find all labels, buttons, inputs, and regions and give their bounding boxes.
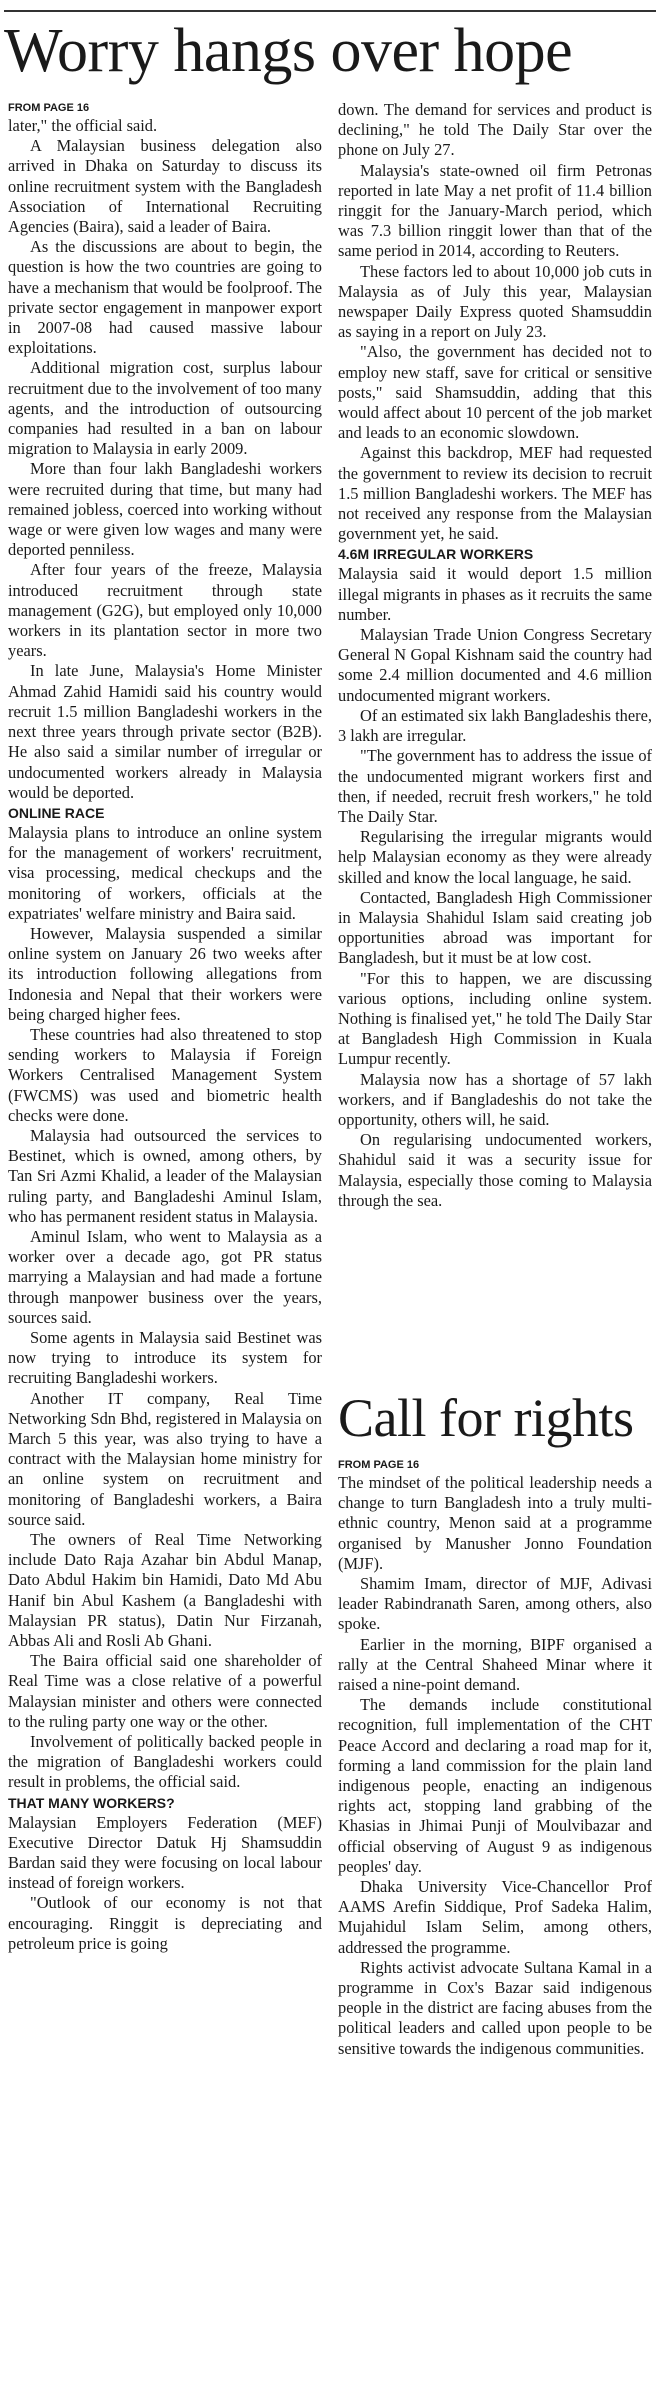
- left-column: [8, 100, 322, 1954]
- article-paragraph: The owners of Real Time Networking include Dato Raja Azahar bin Abdul Manap, Dato Abdul Hakim bin Hamidi, Dato Md Abu Hanif bin Abul Kashem (a Bangladeshi with Malaysian PR status), Datin Nur Firzanah, Abbas Ali and Rosli Ab Ghani.: [8, 1530, 322, 1651]
- article-paragraph: Earlier in the morning, BIPF organised a rally at the Central Shaheed Minar where it raised a nine-point demand.: [338, 1634, 652, 1695]
- article-paragraph: A Malaysian business delegation also arrived in Dhaka on Saturday to discuss its online recruitment system with the Bangladesh Association of International Recruiting Agencies (Baira), said a leader of Baira.: [8, 136, 322, 237]
- article-paragraph: "Outlook of our economy is not that encouraging. Ringgit is depreciating and petroleum price is going: [8, 1893, 322, 1953]
- article-paragraph: "Also, the government has decided not to employ new staff, save for critical or sensitive posts," said Shamsuddin, adding that this would affect about 10 percent of the job market and leads to an economic slowdown.: [338, 342, 652, 443]
- article-paragraph: Shamim Imam, director of MJF, Adivasi leader Rabindranath Saren, among others, also spoke.: [338, 1574, 652, 1634]
- article-paragraph: Malaysia now has a shortage of 57 lakh workers, and if Bangladeshis do not take the opportunity, others will, he said.: [338, 1069, 652, 1129]
- section-subhead: 4.6M IRREGULAR WORKERS: [338, 546, 534, 563]
- continuation-kicker: FROM PAGE 16: [8, 102, 90, 114]
- article-paragraph: Regularising the irregular migrants would help Malaysian economy as they were already skilled and know the local language, he said.: [338, 827, 652, 887]
- second-story-body: [338, 1473, 652, 2059]
- article-paragraph: Of an estimated six lakh Bangladeshis there, 3 lakh are irregular.: [338, 705, 652, 746]
- article-paragraph: Contacted, Bangladesh High Commissioner in Malaysia Shahidul Islam said creating job opportunities abroad was important for Bangladesh, but it must be at low cost.: [338, 887, 652, 968]
- article-paragraph: Dhaka University Vice-Chancellor Prof AAMS Arefin Siddique, Prof Sadeka Halim, Mujahidul Islam Selim, among others, addressed the programme.: [338, 1877, 652, 1957]
- article-paragraph: Rights activist advocate Sultana Kamal in a programme in Cox's Bazar said indigenous people in the district are facing abuses from the political leaders and called upon people to be sensitive towards the indigenous communities.: [338, 1957, 652, 2058]
- article-paragraph: More than four lakh Bangladeshi workers were recruited during that time, but many had remained jobless, coerced into working without wage or were given low wages and many were deported penniless.: [8, 459, 322, 560]
- article-paragraph: Malaysia plans to introduce an online system for the management of workers' recruitment, visa processing, medical checkups and the monitoring of workers, officials at the expatriates' welfare ministry and Baira said.: [8, 822, 322, 923]
- article-paragraph: Additional migration cost, surplus labour recruitment due to the involvement of too many agents, and the introduction of outsourcing companies had resulted in a ban on labour migration to Malaysia in early 2009.: [8, 358, 322, 459]
- article-paragraph: down. The demand for services and product is declining," he told The Daily Star over the phone on July 27.: [338, 100, 652, 160]
- article-paragraph: The demands include constitutional recognition, full implementation of the CHT Peace Accord and declaring a road map for it, forming a land commission for the plain land indigenous people, enacting an indigenous rights act, stopping land grabbing of the Khasias in Jhimai Punji of Moulvibazar and official observing of August 9 as indigenous peoples' day.: [338, 1695, 652, 1876]
- article-paragraph: Some agents in Malaysia said Bestinet was now trying to introduce its system for recruiting Bangladeshi workers.: [8, 1327, 322, 1388]
- article-paragraph: Malaysia's state-owned oil firm Petronas reported in late May a net profit of 11.4 billion ringgit for the January-March period, which was 7.3 billion ringgit lower than that of the same period in 2014, according to Reuters.: [338, 160, 652, 261]
- article-paragraph: However, Malaysia suspended a similar online system on January 26 two weeks after its introduction following allegations from Indonesia and Nepal that their workers were being charged higher fees.: [8, 923, 322, 1024]
- section-subhead: THAT MANY WORKERS?: [8, 1794, 175, 1811]
- article-paragraph: These countries had also threatened to stop sending workers to Malaysia if Foreign Workers Centralised Management System (FWCMS) was used and biometric health checks were done.: [8, 1024, 322, 1125]
- article-paragraph: "The government has to address the issue of the undocumented migrant workers first and then, if needed, recruit fresh workers," he told The Daily Star.: [338, 746, 652, 826]
- article-paragraph: These factors led to about 10,000 job cuts in Malaysia as of July this year, Malaysian newspaper Daily Express quoted Shamsuddin as saying in a report on July 23.: [338, 261, 652, 342]
- second-story-kicker: FROM PAGE 16: [338, 1459, 420, 1471]
- section-subhead: ONLINE RACE: [8, 804, 105, 821]
- main-headline: Worry hangs over hope: [4, 17, 573, 85]
- article-paragraph: As the discussions are about to begin, the question is how the two countries are going to have a mechanism that would be foolproof. The private sector engagement in manpower export in 2007-08 had caused massive labour exploitations.: [8, 237, 322, 358]
- article-paragraph: Malaysian Trade Union Congress Secretary General N Gopal Kishnam said the country had some 2.4 million documented and 4.6 million undocumented migrant workers.: [338, 625, 652, 705]
- article-paragraph: The Baira official said one shareholder of Real Time was a close relative of a powerful Malaysian minister and others were connected to the ruling party one way or the other.: [8, 1651, 322, 1731]
- right-column-body: [338, 100, 652, 1211]
- article-paragraph: On regularising undocumented workers, Shahidul said it was a security issue for Malaysia, especially those coming to Malaysia through the sea.: [338, 1130, 652, 1210]
- article-paragraph: Involvement of politically backed people in the migration of Bangladeshi workers could result in problems, the official said.: [8, 1732, 322, 1792]
- article-paragraph: In late June, Malaysia's Home Minister Ahmad Zahid Hamidi said his country would recruit 1.5 million Bangladeshi workers in the next three years through private sector (B2B). He also said a similar number of irregular or undocumented workers already in Malaysia would be deported.: [8, 661, 322, 802]
- article-paragraph: Aminul Islam, who went to Malaysia as a worker over a decade ago, got PR status marrying a Malaysian and had made a fortune through manpower business over the years, sources said.: [8, 1226, 322, 1327]
- article-paragraph: Against this backdrop, MEF had requested the government to review its decision to recruit 1.5 million Bangladeshi workers. The MEF has not received any response from the Malaysian government yet, he said.: [338, 443, 652, 544]
- second-story: [338, 1385, 652, 2059]
- article-paragraph: The mindset of the political leadership needs a change to turn Bangladesh into a truly multi-ethnic country, Menon said at a programme organised by Manusher Jonno Foundation (MJF).: [338, 1473, 652, 1573]
- article-paragraph: Malaysian Employers Federation (MEF) Executive Director Datuk Hj Shamsuddin Bardan said they were focusing on local labour instead of foreign workers.: [8, 1812, 322, 1893]
- article-paragraph: later," the official said.: [8, 116, 158, 135]
- article-paragraph: Another IT company, Real Time Networking Sdn Bhd, registered in Malaysia on March 5 this year, was also trying to have a contract with the Malaysian home ministry for an online system on recruitment and monitoring of Bangladeshi workers, a Baira source said.: [8, 1388, 322, 1529]
- article-paragraph: Malaysia said it would deport 1.5 million illegal migrants in phases as it recruits the same number.: [338, 564, 652, 624]
- second-headline: Call for rights: [338, 1388, 634, 1448]
- article-paragraph: Malaysia had outsourced the services to Bestinet, which is owned, among others, by Tan Sri Azmi Khalid, a leader of the Malaysian ruling party, and Bangladeshi Aminul Islam, who has permanent resident status in Malaysia.: [8, 1125, 322, 1226]
- left-column-body: [8, 116, 322, 1954]
- article-paragraph: After four years of the freeze, Malaysia introduced recruitment through state management (G2G), but employed only 10,000 workers in its plantation sector in more two years.: [8, 560, 322, 661]
- article-paragraph: "For this to happen, we are discussing various options, including online system. Nothing is finalised yet," he told The Daily Star at Bangladesh High Commission in Kuala Lumpur recently.: [338, 968, 652, 1069]
